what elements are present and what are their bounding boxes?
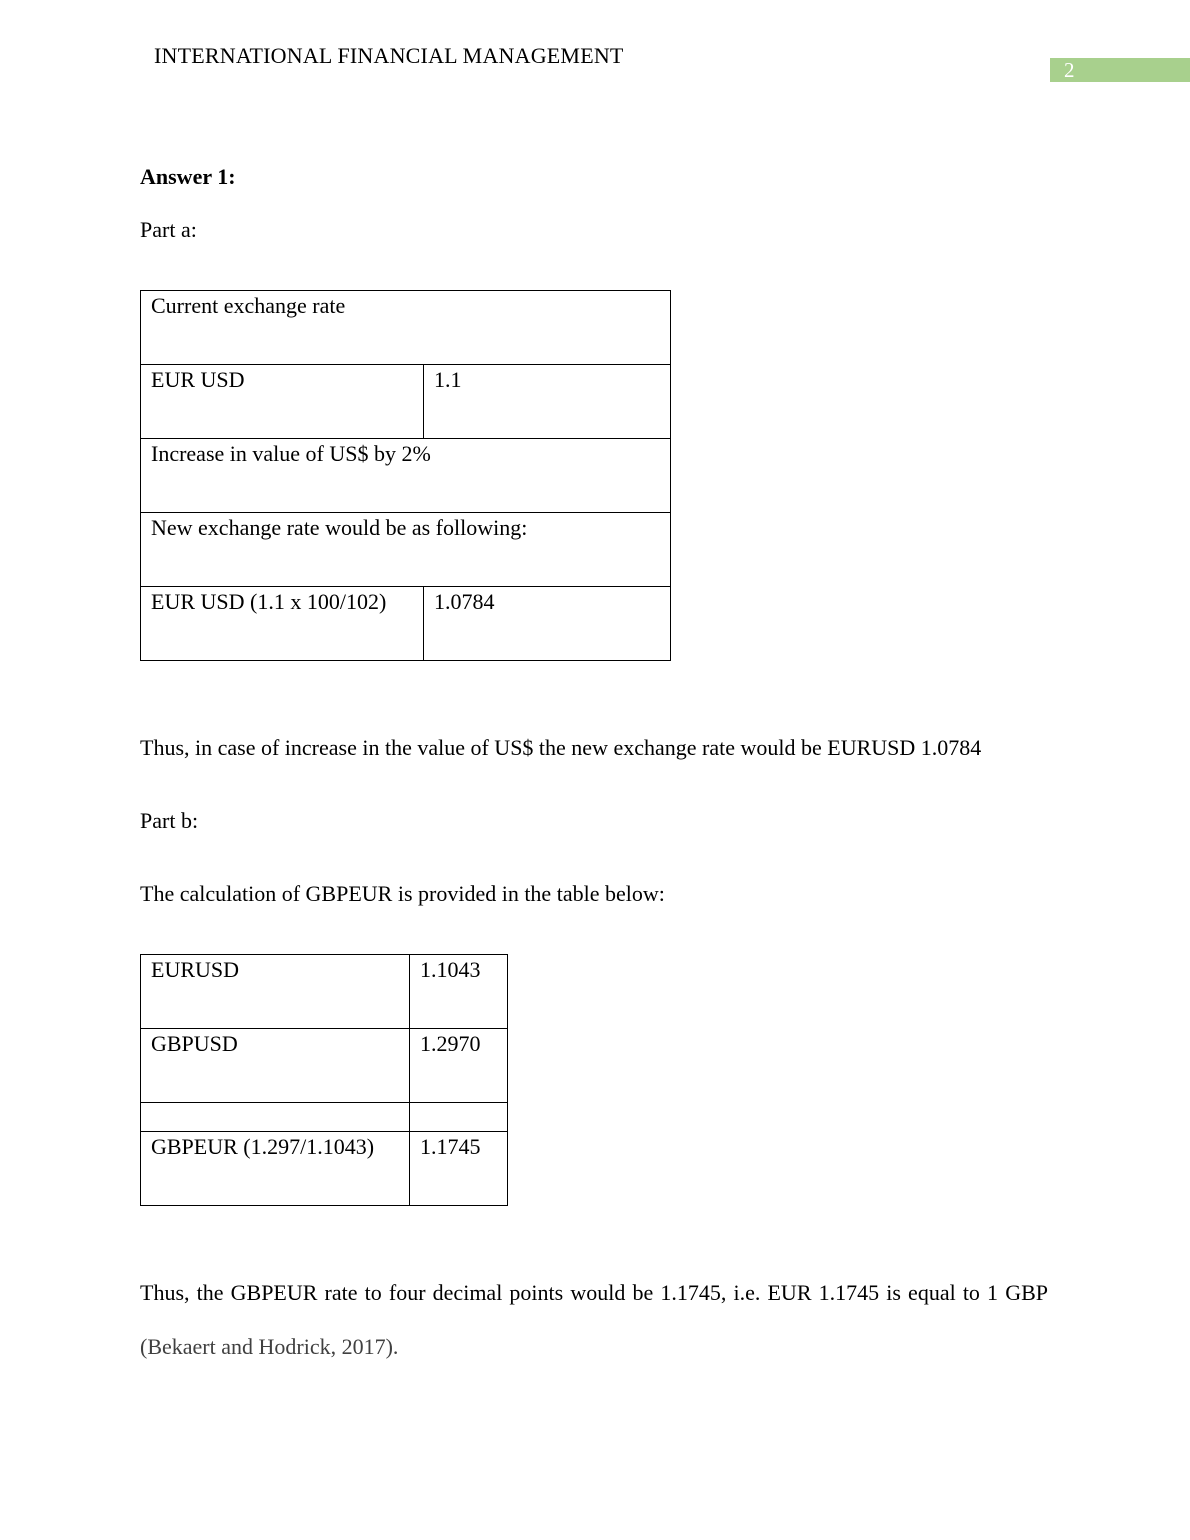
running-head-title: INTERNATIONAL FINANCIAL MANAGEMENT xyxy=(154,43,624,68)
part-b-conclusion-text: Thus, the GBPEUR rate to four decimal points would be 1.1745, i.e. EUR 1.1745 is equal to 1 GBP xyxy=(140,1280,1048,1305)
table-cell-value: 1.1745 xyxy=(410,1132,508,1206)
table-row xyxy=(141,439,671,513)
table-cell-label: GBPEUR (1.297/1.1043) xyxy=(141,1132,410,1206)
table-cell-label: GBPUSD xyxy=(141,1029,410,1103)
table-row xyxy=(141,587,671,661)
current-rate-cell: Current exchange rate xyxy=(141,291,671,365)
increase-cell: Increase in value of US$ by 2% xyxy=(141,439,671,513)
table-row xyxy=(141,1103,508,1132)
new-calc-label-cell: EUR USD (1.1 x 100/102) xyxy=(141,587,424,661)
table-row xyxy=(141,1132,508,1206)
answer-heading: Answer 1: xyxy=(140,164,236,189)
citation: (Bekaert and Hodrick, 2017). xyxy=(140,1334,399,1359)
eur-usd-value-cell: 1.1 xyxy=(424,365,671,439)
new-rate-cell: New exchange rate would be as following: xyxy=(141,513,671,587)
table-row xyxy=(141,955,508,1029)
table-row xyxy=(141,365,671,439)
eur-usd-label-cell: EUR USD xyxy=(141,365,424,439)
new-calc-value-cell: 1.0784 xyxy=(424,587,671,661)
table-row xyxy=(141,291,671,365)
part-a-label: Part a: xyxy=(140,217,197,242)
table-cell-label: EURUSD xyxy=(141,955,410,1029)
gbpeur-table xyxy=(140,954,508,1206)
table-row xyxy=(141,513,671,587)
table-cell-value: 1.1043 xyxy=(410,955,508,1029)
table-row xyxy=(141,1029,508,1103)
part-b-intro: The calculation of GBPEUR is provided in the table below: xyxy=(140,881,665,906)
part-b-label: Part b: xyxy=(140,808,199,833)
table-cell-value xyxy=(410,1103,508,1132)
table-cell-label xyxy=(141,1103,410,1132)
part-a-conclusion: Thus, in case of increase in the value of US$ the new exchange rate would be EURUSD 1.0784 xyxy=(140,735,982,760)
part-b-conclusion xyxy=(140,1266,1048,1374)
table-cell-value: 1.2970 xyxy=(410,1029,508,1103)
exchange-rate-table xyxy=(140,290,671,661)
page-number-badge: 2 xyxy=(1050,58,1190,82)
